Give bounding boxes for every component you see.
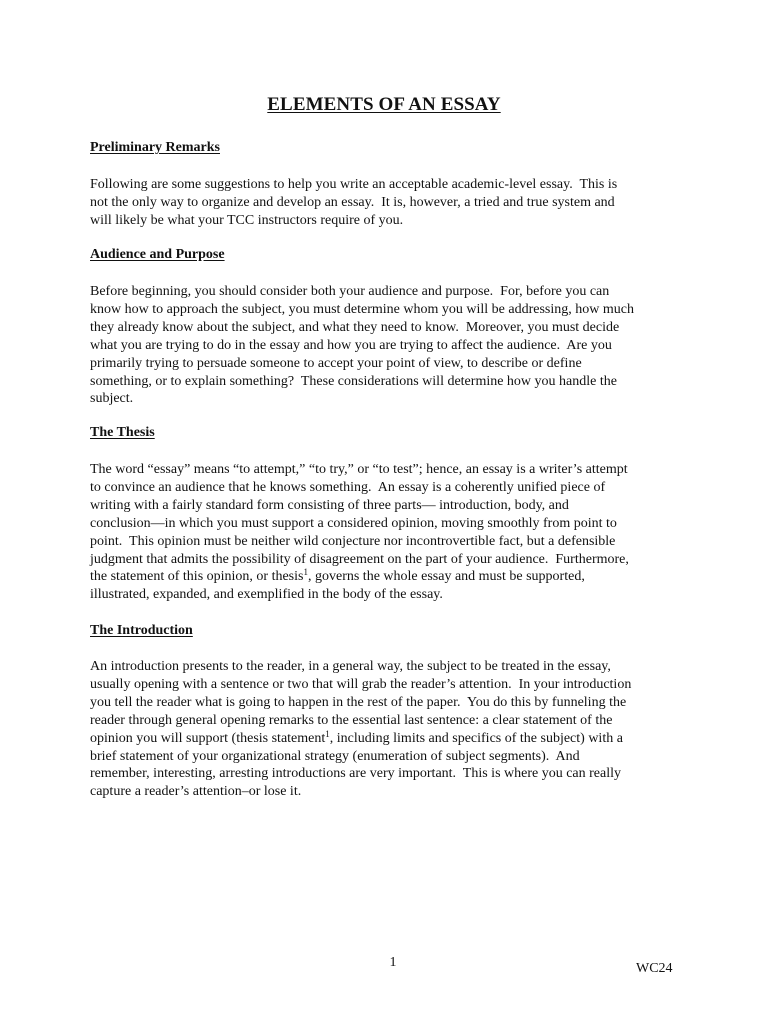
text-line: usually opening with a sentence or two that will grab the reader’s attention. In your introduction bbox=[90, 676, 632, 692]
page-number: 1 bbox=[389, 955, 397, 970]
page-title: ELEMENTS OF AN ESSAY bbox=[267, 94, 501, 115]
paragraph-preliminary-remarks bbox=[90, 176, 686, 230]
text-line: to convince an audience that he knows something. An essay is a coherently unified piece of bbox=[90, 479, 606, 495]
text-line: they already know about the subject, and what they need to know. Moreover, you must decide bbox=[90, 319, 620, 335]
text-line: Before beginning, you should consider both your audience and purpose. For, before you can bbox=[90, 284, 610, 299]
section-heading-the-thesis: The Thesis bbox=[90, 425, 155, 440]
text-line: remember, interesting, arresting introductions are very important. This is where you can really bbox=[90, 766, 622, 782]
text-line: something, or to explain something? These considerations will determine how you handle the bbox=[90, 373, 617, 389]
document-code: WC24 bbox=[636, 961, 673, 976]
text-line: conclusion—in which you must support a considered opinion, moving smoothly from point to bbox=[90, 515, 617, 531]
text-line: The word “essay” means “to attempt,” “to try,” or “to test”; hence, an essay is a writer’s attempt bbox=[90, 462, 628, 477]
text-line: subject. bbox=[90, 391, 134, 407]
paragraph-audience-and-purpose bbox=[90, 283, 686, 408]
footnote-marker: 1 bbox=[325, 728, 330, 739]
text-line: illustrated, expanded, and exemplified in the body of the essay. bbox=[90, 587, 443, 603]
text-line: writing with a fairly standard form consisting of three parts— introduction, body, and bbox=[90, 497, 569, 513]
text-line: point. This opinion must be neither wild conjecture nor incontrovertible fact, but a defensible bbox=[90, 533, 616, 549]
paragraph-the-introduction bbox=[90, 658, 686, 801]
text-line: capture a reader’s attention–or lose it. bbox=[90, 784, 302, 800]
text-line: primarily trying to persuade someone to accept your point of view, to describe or define bbox=[90, 355, 582, 371]
text-line bbox=[90, 730, 686, 748]
text-line: will likely be what your TCC instructors require of you. bbox=[90, 212, 404, 228]
text-line: reader through general opening remarks to the essential last sentence: a clear statement of the bbox=[90, 712, 613, 728]
text-line: you tell the reader what is going to happen in the rest of the paper. You do this by funneling the bbox=[90, 694, 627, 710]
section-heading-audience-and-purpose: Audience and Purpose bbox=[90, 247, 225, 262]
section-heading-preliminary-remarks: Preliminary Remarks bbox=[90, 140, 220, 155]
text-fragment: opinion you will support (thesis statement bbox=[90, 730, 326, 746]
text-line: Following are some suggestions to help you write an acceptable academic-level essay. This is bbox=[90, 177, 618, 192]
section-heading-the-introduction: The Introduction bbox=[90, 623, 193, 638]
text-line: An introduction presents to the reader, in a general way, the subject to be treated in the essay, bbox=[90, 659, 611, 674]
text-line: judgment that admits the possibility of disagreement on the part of your audience. Furthermore, bbox=[90, 551, 629, 567]
text-line: not the only way to organize and develop an essay. It is, however, a tried and true system and bbox=[90, 194, 615, 210]
text-line bbox=[90, 568, 686, 586]
text-line: what you are trying to do in the essay and how you are trying to affect the audience. Are you bbox=[90, 337, 612, 353]
text-fragment: , governs the whole essay and must be supported, bbox=[307, 569, 585, 585]
text-fragment: , including limits and specifics of the subject) with a bbox=[329, 730, 623, 746]
text-fragment: the statement of this opinion, or thesis bbox=[90, 569, 304, 585]
text-line: brief statement of your organizational strategy (enumeration of subject segments). And bbox=[90, 748, 580, 764]
footnote-marker: 1 bbox=[303, 567, 308, 578]
text-line: know how to approach the subject, you must determine whom you will be addressing, how much bbox=[90, 301, 634, 317]
paragraph-the-thesis bbox=[90, 461, 686, 604]
